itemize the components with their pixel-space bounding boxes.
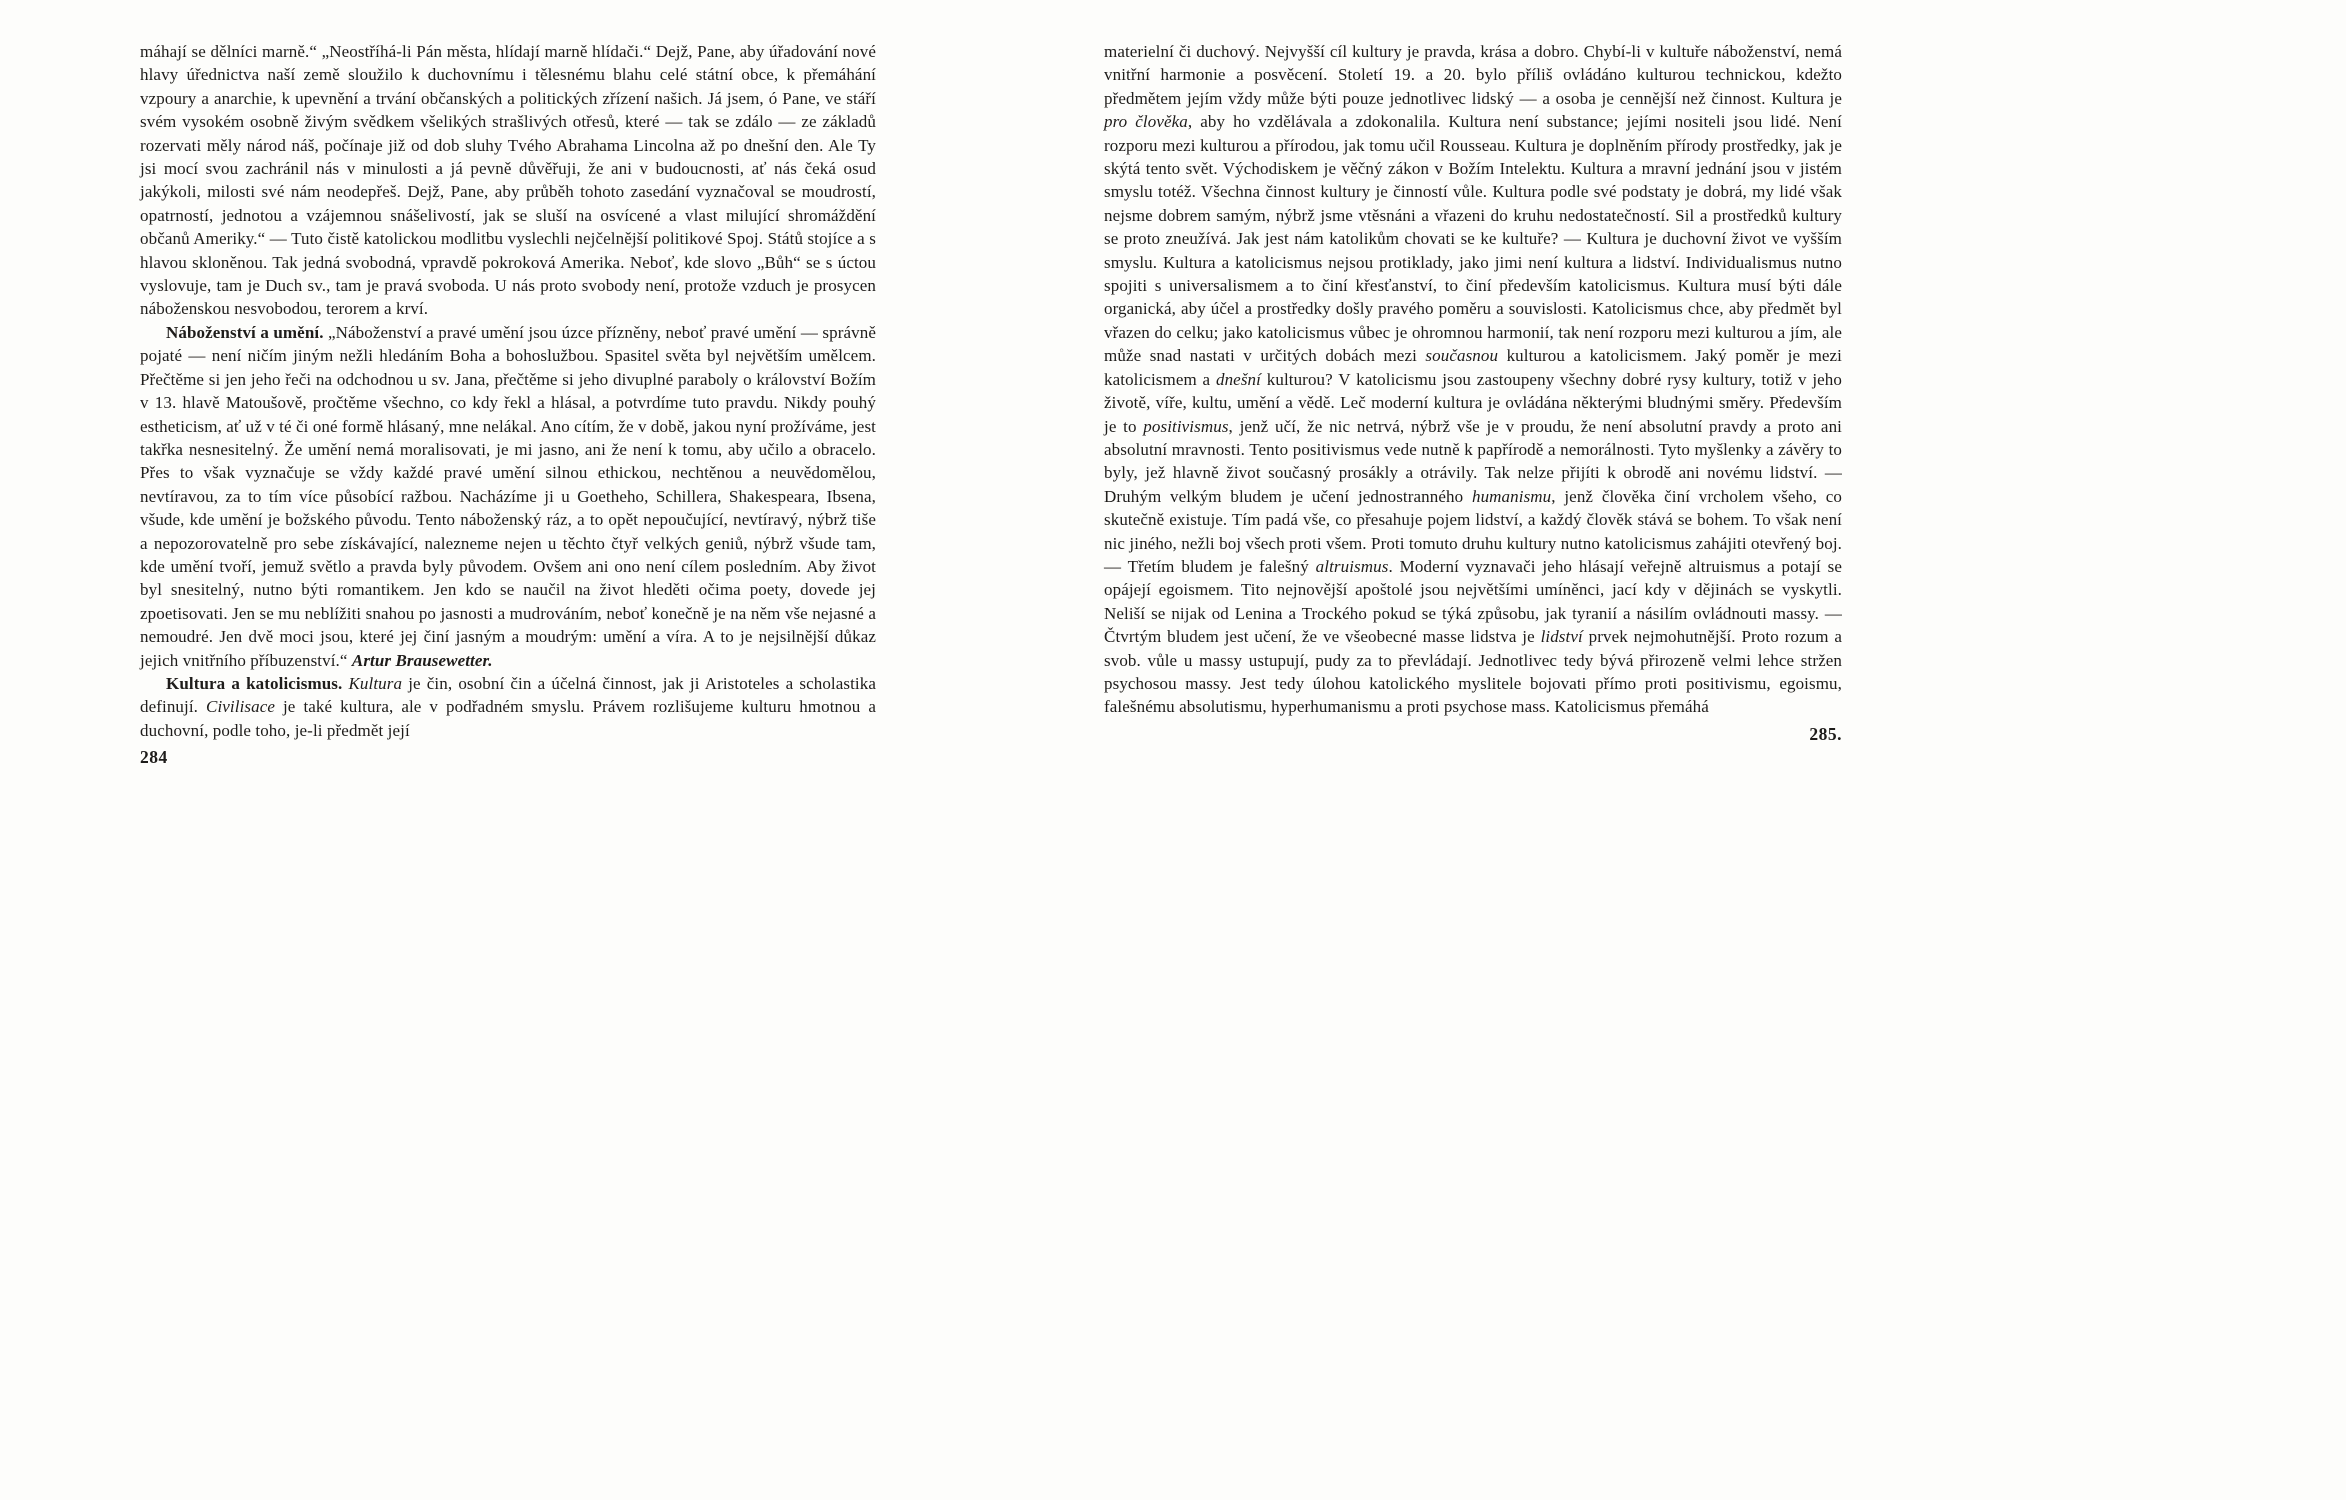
text-run: prvek nejmohutnější. Proto rozum a svob. vůle u massy ustupují, pudy za to převládají. Jednotlivec tedy bývá přirozeně velmi lehce stržen psychosou massy. Jest tedy úlohou katolického myslitele bojovati přímo proti positivismu, egoismu, falešnému absolutismu, hyperhumanismu a proti psychose mass. Katolicismus přemáhá (1104, 627, 1842, 717)
text-run: , aby ho vzdělávala a zdokonalila. Kultura není substance; jejími nositeli jsou lidé. Není rozporu mezi kulturou a přírodou, jak tomu učil Rousseau. Kultura je doplněním přírody prostředky, jak je skýtá tento svět. Východiskem je věčný zákon v Božím Intelektu. Kultura a mravní jednání jsou v jistém smyslu totéž. Všechna činnost kultury je činností vůle. Kultura podle své podstaty je dobrá, my lidé však nejsme dobrem samým, nýbrž jsme vtěsnáni a vřazeni do kruhu nedostatečností. Sil a prostředků kultury se proto zneužívá. Jak jest nám katolikům chovati se ke kultuře? — Kultura je duchovní život ve vyšším smyslu. Kultura a katolicismus nejsou protiklady, jako jimi není kultura a lidství. Individualismus nutno spojiti s universalismem a to činí křesťanství, to činí především katolicismus. Kultura musí býti dále organická, aby účel a prostředky došly pravého poměru a souvislosti. Katolicismus chce, aby předmět byl vřazen do celku; jako katolicismus vůbec je ohromnou harmonií, tak není rozporu mezi kulturou a jím, ale může snad nastati v určitých dobách mezi (1104, 112, 1842, 366)
text-run: materielní či duchový. Nejvyšší cíl kultury je pravda, krása a dobro. Chybí-li v kultuře náboženství, nemá vnitřní harmonie a posvěcení. Století 19. a 20. bylo příliš ovládáno kulturou technickou, kdežto předmětem jejím vždy může býti pouze jednotlivec lidský — a osoba je cennější než činnost. Kultura je (1104, 42, 1842, 108)
page-number-left: 284 (140, 747, 168, 768)
text-run: lidství (1540, 627, 1583, 647)
text-run: altruismus (1315, 556, 1389, 576)
page-number-right: 285. (1809, 723, 1842, 744)
text-run: je také kultura, ale v podřadném smyslu. Právem rozlišujeme kulturu hmotnou a duchovní, podle toho, je-li předmět její (140, 697, 876, 740)
paragraph (1104, 40, 1842, 719)
section-lead-religion-art: Náboženství a umění. (166, 322, 324, 342)
text-run: , jenž člověka činí vrcholem všeho, co skutečně existuje. Tím padá vše, co přesahuje pojem lidství, a každý člověk stává se bohem. To však není nic jiného, nežli boj všech proti všem. Proti tomuto druhu kultury nutno katolicismus zahájiti otevřený boj. — Třetím bludem je falešný (1104, 486, 1843, 576)
text-run: humanismu (1471, 486, 1552, 506)
paragraph (140, 321, 876, 672)
text-run: kulturou? V katolicismu jsou zastoupeny všechny dobré rysy kultury, totiž v jeho životě, víře, kultu, umění a vědě. Leč moderní kultura je ovládána některými bludnými směry. Především je to (1104, 369, 1842, 436)
page-left (140, 40, 876, 768)
text-run: . Moderní vyznavači jeho hlásají veřejně altruismus a potají se opájejí egoismem. Tito nejnovější apoštolé jsou největšími umíněnci, jací kdy v dějinách se vyskytli. Neliší se nijak od Lenina a Trockého pokud se týká způsobu, jak tyranií a násilím ovládnouti massy. — Čtvrtým bludem jest učení, že ve všeobecné masse lidstva je (1104, 556, 1842, 647)
text-run: Civilisace (206, 697, 275, 717)
text-run: , jenž učí, že nic netrvá, nýbrž vše je v proudu, že není absolutní pravdy a proto ani absolutní mravnosti. Tento positivismus vede nutně k papřírodě a nemorálnosti. Tyto myšlenky a závěry to byly, jež hlavně život současný prosákly a otrávily. Tak nelze přijíti k obrodě ani novému lidství. — Druhým velkým bludem je učení jednostranného (1104, 416, 1842, 506)
right-page-text (1104, 40, 1842, 719)
text-run: kulturou a katolicismem. Jaký poměr je mezi katolicismem a (1104, 346, 1843, 389)
text-run: pro člověka (1104, 112, 1188, 132)
text-run: dnešní (1215, 369, 1261, 389)
paragraph (140, 672, 876, 742)
text-run: současnou (1425, 346, 1499, 366)
left-page-text (140, 40, 876, 742)
text-run: máhají se dělníci marně.“ „Neostříhá-li Pán města, hlídají marně hlídači.“ Dejž, Pane, aby úřadování nové hlavy úřednictva naší země sloužilo k duchovnímu i tělesnému blahu celé státní obce, k přemáhání vzpoury a anarchie, k upevnění a trvání občanských a politických zřízení našich. Já jsem, ó Pane, ve stáří svém vysokém osobně živým svědkem všelikých strašlivých otřesů, které — tak se zdálo — ze základů rozervati měly národ náš, počínaje již od dob sluhy Tvého Abrahama Lincolna až po dnešní den. Ale Ty jsi mocí svou zachránil nás v minulosti a já pevně důvěřuji, že ani v budoucnosti, ať nás čeká osud jakýkoli, milosti své nám neodepřeš. Dejž, Pane, aby průběh tohoto zasedání vyznačoval se moudrostí, opatrností, jednotou a vzájemnou snášelivostí, jak se sluší na osvícené a vlast milující shromáždění občanů Ameriky.“ — Tuto čistě katolickou modlitbu vyslechli nejčelnější politikové Spoj. Států stojíce a s hlavou skloněnou. Tak jedná svobodná, vpravdě pokroková Amerika. Neboť, kde slovo „Bůh“ se s úctou vyslovuje, tam je Duch sv., tam je pravá svoboda. U nás proto svobody není, protože vzduch je prosycen náboženskou nesvobodou, terorem a krví. (140, 42, 876, 319)
paragraph (140, 40, 876, 321)
text-run: positivismus (1143, 416, 1229, 436)
section-lead-culture-catholicism: Kultura a katolicismus. (166, 673, 343, 693)
text-run: „Náboženství a pravé umění jsou úzce přízněny, neboť pravé umění — správně pojaté — není ničím jiným nežli hledáním Boha a bohoslužbou. Spasitel světa byl největším umělcem. Přečtěme si jen jeho řeči na odchodnou u sv. Jana, přečtěme si jeho divuplné paraboly o království Božím v 13. hlavě Matoušově, pročtěme všechno, co kdy řekl a hlásal, a potvrdíme tuto pravdu. Nikdy pouhý estheticism, ať už v té či oné formě hlásaný, mne nelákal. Ano cítím, že v době, jakou nyní prožíváme, jest takřka nesnesitelný. Že umění nemá moralisovati, je mi jasno, ani že není k tomu, aby učilo a obracelo. Přes to však vyznačuje se vždy každé pravé umění silnou ethickou, nechtěnou a neuvědomělou, nevtíravou, za to tím více působící ražbou. Nacházíme ji u Goetheho, Schillera, Shakespeara, Ibsena, všude, kde umění je božského původu. Tento náboženský ráz, a to opět nepoučující, nevtíravý, nýbrž tiše a nepozorovatelně pro sebe získávající, nalezneme nejen u těchto čtyř velkých geniů, nýbrž všude tam, kde umění tvoří, jemuž světlo a pravda byly původem. Ovšem ani ono není cílem posledním. Aby život byl snesitelný, nutno býti romantikem. Jen kdo se naučil na život hleděti očima poety, dovede jej zpoetisovati. Jen se mu neblížiti snahou po jasnosti a mudrováním, neboť konečně je na něm vše nejasné a nemoudré. Jen dvě moci jsou, které jej činí jasným a moudrým: umění a víra. A to je nejsilnější důkaz jejich vnitřního příbuzenství.“ (140, 322, 876, 670)
text-run: je čin, osobní čin a účelná činnost, jak ji Aristoteles a scholastika definují. (140, 673, 876, 717)
author-signature: Artur Brausewetter. (351, 650, 493, 670)
text-run: Kultura (348, 673, 403, 693)
page-right (1104, 40, 1842, 745)
